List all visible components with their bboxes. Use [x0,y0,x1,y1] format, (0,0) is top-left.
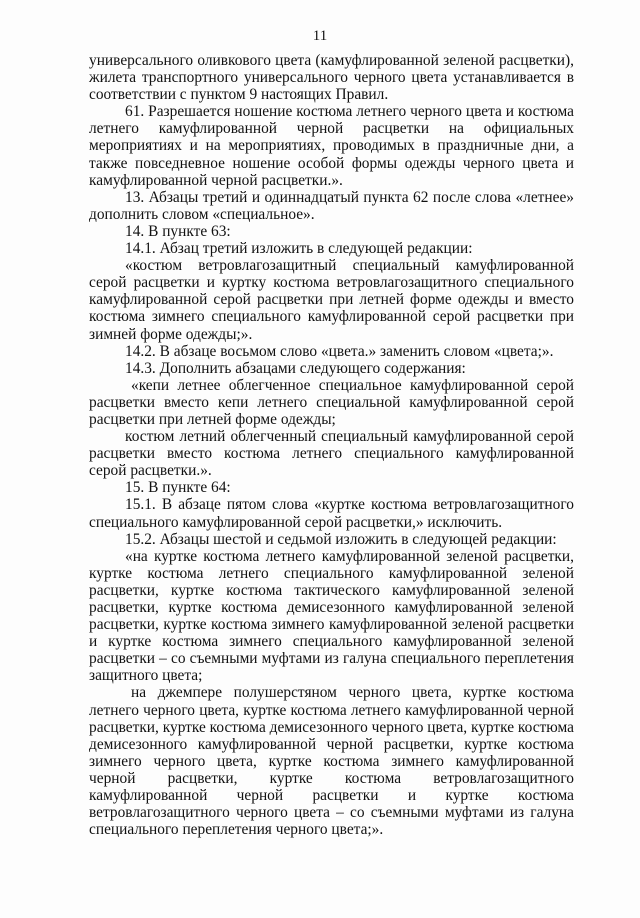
paragraph-continuation: универсального оливкового цвета (камуфлированной зеленой расцветки), жилета транспортного универсального черного цвета устанавливается в соответствии с пунктом 9 настоящих Правил. [89,52,574,104]
page-number: 11 [312,28,328,44]
paragraph-item-13: 13. Абзацы третий и одиннадцатый пункта 62 после слова «летнее» дополнить словом «специальное». [89,188,574,223]
paragraph-item-14-1: 14.1. Абзац третий изложить в следующей редакции: [125,240,473,258]
paragraph-item-14: 14. В пункте 63: [125,222,231,240]
paragraph-quote-costume: «костюм ветровлагозащитный специальный камуфлированной серой расцветки и куртку костюма ветровлагозащитного специального камуфлированной серой расцветки при летней форме одежды и вместо костюма зимнего специального камуфлированной серой расцветки при зимней форме одежды;». [89,257,574,343]
paragraph-quote-summer-costume: костюм летний облегченный специальный камуфлированной серой расцветки вместо костюма летнего специального камуфлированной серой расцветки.». [89,428,574,480]
paragraph-quote-green-jackets: «на куртке костюма летнего камуфлированной зеленой расцветки, куртке костюма летнего специального камуфлированной зеленой расцветки, куртке костюма тактического камуфлированной зеленой расцветки, куртке костюма демисезонного камуфлированной зеленой расцветки, куртке костюма зимнего камуфлированной зеленой расцветки и куртке костюма зимнего специального камуфлированной зеленой расцветки – со съемными муфтами из галуна специального переплетения защитного цвета; [89,547,574,685]
paragraph-item-61: 61. Разрешается ношение костюма летнего черного цвета и костюма летнего камуфлированной черной расцветки на официальных мероприятиях и на мероприятиях, проводимых в праздничные дни, а также повседневное ношение особой формы одежды черного цвета и камуфлированной черной расцветки.». [89,103,574,189]
document-body [89,52,574,838]
paragraph-item-15-2: 15.2. Абзацы шестой и седьмой изложить в следующей редакции: [125,530,557,548]
paragraph-item-15-1: 15.1. В абзаце пятом слова «куртке костюма ветровлагозащитного специального камуфлированной серой расцветки,» исключить. [89,496,574,531]
paragraph-quote-cap: «кепи летнее облегченное специальное камуфлированной серой расцветки вместо кепи летнего специальной камуфлированной серой расцветки при летней форме одежды; [89,376,574,428]
paragraph-item-14-2: 14.2. В абзаце восьмом слово «цвета.» заменить словом «цвета;». [125,342,554,360]
paragraph-item-15: 15. В пункте 64: [125,479,231,497]
paragraph-quote-black-jackets: на джемпере полушерстяном черного цвета, куртке костюма летнего черного цвета, куртке костюма летнего камуфлированной черной расцветки, куртке костюма демисезонного черного цвета, куртке костюма демисезонного камуфлированной черной расцветки, куртке костюма зимнего черного цвета, куртке костюма зимнего камуфлированной черной расцветки, куртке костюма ветровлагозащитного камуфлированной черной расцветки и куртке костюма ветровлагозащитного черного цвета – со съемными муфтами из галуна специального переплетения черного цвета;». [89,684,575,839]
paragraph-item-14-3: 14.3. Дополнить абзацами следующего содержания: [125,359,466,377]
